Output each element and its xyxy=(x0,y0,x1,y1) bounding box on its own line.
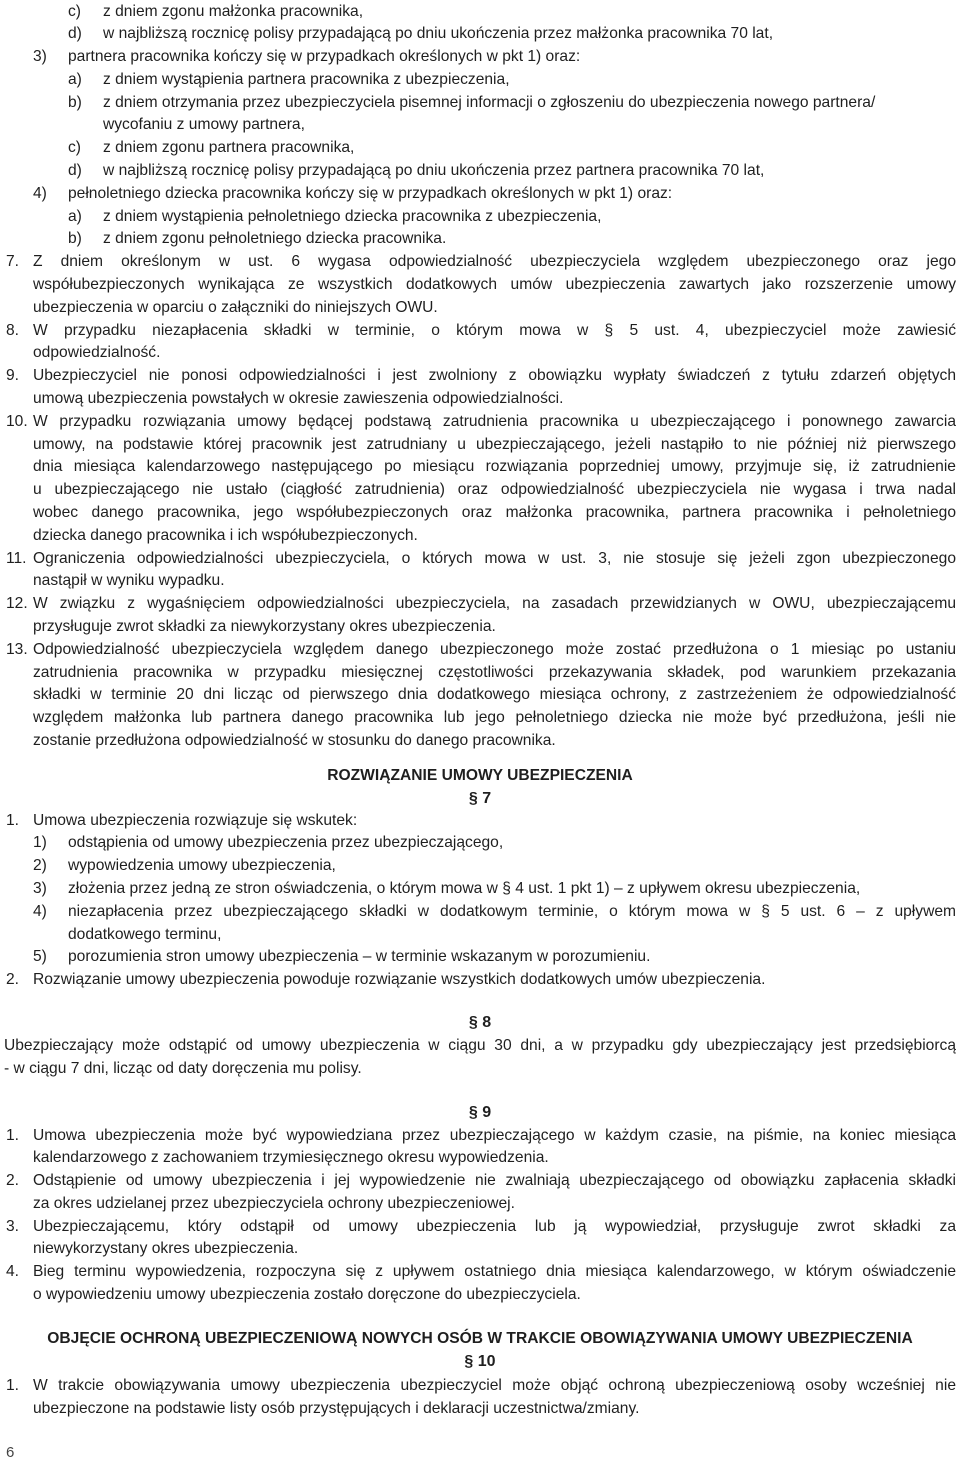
line-text: Rozwiązanie umowy ubezpieczenia powoduje rozwiązanie wszystkich dodatkowych umów ubezpieczenia. xyxy=(33,971,766,988)
line-text: W przypadku rozwiązania umowy będącej podstawą zatrudnienia pracownika u ubezpieczającego i ponownego zawarcia xyxy=(33,413,956,430)
text-line xyxy=(0,296,960,319)
line-text: Ubezpieczający może odstąpić od umowy ubezpieczenia w ciągu 30 dni, a w przypadku gdy ubezpieczający jest przedsiębiorcą xyxy=(4,1037,956,1054)
text-line xyxy=(0,182,960,205)
list-marker: 4. xyxy=(6,1263,20,1280)
line-text: przysługuje zwrot składki za niewykorzystany okres ubezpieczenia. xyxy=(33,618,496,635)
text-line xyxy=(0,1283,960,1306)
list-marker: 2. xyxy=(6,971,20,988)
text-line xyxy=(0,455,960,478)
text-line xyxy=(0,501,960,524)
text-line xyxy=(0,968,960,991)
list-marker: b) xyxy=(68,94,82,111)
text-line xyxy=(0,45,960,68)
text-line xyxy=(0,68,960,91)
line-text: w najbliższą rocznicę polisy przypadającą po dniu ukończenia przez małżonka pracownika 70 lat, xyxy=(103,25,774,42)
list-marker: 3) xyxy=(33,880,47,897)
text-line xyxy=(0,945,960,968)
text-line xyxy=(0,569,960,592)
line-text: umowy, na podstawie której pracownik jest zatrudniany u ubezpieczającego, jeżeli nastąpiło to nie później niż pierwszego xyxy=(33,436,956,453)
line-text: dnia miesiąca kalendarzowego następującego po miesiącu rozwiązania poprzedniej umowy, przyjmuje się, iż zatrudnienie xyxy=(33,458,956,475)
list-marker: 2) xyxy=(33,857,47,874)
list-marker: a) xyxy=(68,71,82,88)
line-text: z dniem zgonu partnera pracownika, xyxy=(103,139,355,156)
text-line xyxy=(0,900,960,923)
line-text: wypowiedzenia umowy ubezpieczenia, xyxy=(68,857,336,874)
line-text: w najbliższą rocznicę polisy przypadającą po dniu ukończenia przez partnera pracownika 70 lat, xyxy=(103,162,765,179)
list-marker: 13. xyxy=(6,641,28,658)
line-text: z dniem otrzymania przez ubezpieczyciela pisemnej informacji o zgłoszeniu do ubezpieczenia nowego partnera/ xyxy=(103,94,876,111)
text-line xyxy=(0,524,960,547)
line-text: względem małżonka lub partnera danego pracownika lub jego pełnoletniego dziecka nie może być przedłużona, jeśli nie xyxy=(33,709,956,726)
text-line xyxy=(0,341,960,364)
text-line xyxy=(0,250,960,273)
text-line xyxy=(0,227,960,250)
list-marker: 10. xyxy=(6,413,28,430)
text-line xyxy=(0,615,960,638)
list-marker: 2. xyxy=(6,1172,20,1189)
line-text: o wypowiedzeniu umowy ubezpieczenia zostało doręczone do ubezpieczyciela. xyxy=(33,1286,581,1303)
list-marker: 1. xyxy=(6,1377,20,1394)
text-line xyxy=(0,0,960,23)
line-text: wobec danego pracownika, jego współubezpieczonych oraz małżonka pracownika, partnera pracownika i pełnoletniego xyxy=(33,504,956,521)
list-marker: b) xyxy=(68,230,82,247)
list-marker: c) xyxy=(68,139,81,156)
text-line xyxy=(0,547,960,570)
text-line xyxy=(0,364,960,387)
text-line xyxy=(0,706,960,729)
list-marker: d) xyxy=(68,25,82,42)
list-marker: 7. xyxy=(6,253,20,270)
line-text: umową ubezpieczenia powstałych w okresie zawieszenia odpowiedzialności. xyxy=(33,390,564,407)
text-line xyxy=(0,1146,960,1169)
list-marker: c) xyxy=(68,3,81,20)
text-line xyxy=(0,854,960,877)
list-marker: a) xyxy=(68,208,82,225)
list-marker: 3. xyxy=(6,1218,20,1235)
line-text: z dniem zgonu małżonka pracownika, xyxy=(103,3,364,20)
line-text: Bieg terminu wypowiedzenia, rozpoczyna się z upływem ostatniego dnia miesiąca kalendarzowego, w którym oświadczenie xyxy=(33,1263,956,1280)
list-marker: 9. xyxy=(6,367,20,384)
line-text: Ograniczenia odpowiedzialności ubezpieczyciela, o których mowa w ust. 3, nie stosuje się jeżeli zgon ubezpieczonego xyxy=(33,550,956,567)
text-line xyxy=(0,478,960,501)
list-marker: 4) xyxy=(33,185,47,202)
paragraph-mark: § 10 xyxy=(464,1353,496,1370)
line-text: Ubezpieczającemu, który odstąpił od umowy ubezpieczenia lub ją wypowiedział, przysługuje zwrot składki za xyxy=(33,1218,956,1235)
line-text: dodatkowego terminu, xyxy=(68,926,222,943)
list-marker: d) xyxy=(68,162,82,179)
text-line xyxy=(0,1192,960,1215)
paragraph-mark: § 9 xyxy=(468,1104,492,1121)
text-line xyxy=(0,1237,960,1260)
text-line xyxy=(0,205,960,228)
line-text: W trakcie obowiązywania umowy ubezpieczenia ubezpieczyciel może objąć ochroną ubezpieczeniową osoby wcześniej nie xyxy=(33,1377,956,1394)
text-line xyxy=(0,683,960,706)
line-text: z dniem zgonu pełnoletniego dziecka pracownika. xyxy=(103,230,447,247)
text-line xyxy=(0,1374,960,1397)
text-line xyxy=(0,136,960,159)
line-text: z dniem wystąpienia partnera pracownika z ubezpieczenia, xyxy=(103,71,510,88)
list-marker: 1. xyxy=(6,812,20,829)
text-line xyxy=(0,1397,960,1420)
list-marker: 11. xyxy=(6,550,27,567)
section-heading: ROZWIĄZANIE UMOWY UBEZPIECZENIA xyxy=(327,767,633,784)
line-text: z dniem wystąpienia pełnoletniego dziecka pracownika z ubezpieczenia, xyxy=(103,208,602,225)
line-text: ubezpieczenia w oparciu o załączniki do niniejszych OWU. xyxy=(33,299,438,316)
text-line xyxy=(0,113,960,136)
line-text: ubezpieczone na podstawie listy osób przystępujących i deklaracji uczestnictwa/zmiany. xyxy=(33,1400,640,1417)
line-text: nastąpił w wyniku wypadku. xyxy=(33,572,225,589)
line-text: współubezpieczonych wynikająca ze wszystkich dodatkowych umów ubezpieczenia zawartych jako rozszerzenie umowy xyxy=(33,276,956,293)
text-line xyxy=(0,877,960,900)
text-line xyxy=(0,1124,960,1147)
paragraph-mark: § 7 xyxy=(468,790,492,807)
line-text: niewykorzystany okres ubezpieczenia. xyxy=(33,1240,299,1257)
list-marker: 1. xyxy=(6,1127,20,1144)
text-line xyxy=(0,1169,960,1192)
list-marker: 8. xyxy=(6,322,20,339)
text-line xyxy=(0,273,960,296)
text-line xyxy=(0,1215,960,1238)
text-line xyxy=(0,410,960,433)
line-text: Odpowiedzialność ubezpieczyciela względem danego ubezpieczonego może zostać przedłużona o 1 miesiąc po ustaniu xyxy=(33,641,956,658)
text-line xyxy=(0,592,960,615)
text-line xyxy=(0,22,960,45)
text-line xyxy=(0,159,960,182)
line-text: W związku z wygaśnięciem odpowiedzialności ubezpieczyciela, na zasadach przewidzianych w OWU, ubezpieczającemu xyxy=(33,595,956,612)
line-text: Umowa ubezpieczenia rozwiązuje się wskutek: xyxy=(33,812,358,829)
line-text: za okres udzielanej przez ubezpieczyciela ochrony ubezpieczeniowej. xyxy=(33,1195,515,1212)
line-text: W przypadku niezapłacenia składki w terminie, o którym mowa w § 5 ust. 4, ubezpieczyciel może zawiesić xyxy=(33,322,956,339)
list-marker: 5) xyxy=(33,948,47,965)
page-number: 6 xyxy=(6,1444,15,1461)
text-line xyxy=(0,433,960,456)
text-line xyxy=(0,729,960,752)
line-text: porozumienia stron umowy ubezpieczenia – w terminie wskazanym w porozumieniu. xyxy=(68,948,651,965)
text-line xyxy=(0,923,960,946)
list-marker: 3) xyxy=(33,48,47,65)
line-text: odpowiedzialność. xyxy=(33,344,161,361)
text-line xyxy=(0,387,960,410)
section-heading: OBJĘCIE OCHRONĄ UBEZPIECZENIOWĄ NOWYCH OSÓB W TRAKCIE OBOWIĄZYWANIA UMOWY UBEZPIECZENIA xyxy=(47,1330,913,1347)
line-text: Odstąpienie od umowy ubezpieczenia i jej wypowiedzenie nie zwalniają ubezpieczającego od obowiązku zapłacenia składki xyxy=(33,1172,956,1189)
text-line xyxy=(0,1034,960,1057)
line-text: wycofaniu z umowy partnera, xyxy=(103,116,305,133)
list-marker: 12. xyxy=(6,595,28,612)
text-line xyxy=(0,661,960,684)
text-line xyxy=(0,1260,960,1283)
line-text: Z dniem określonym w ust. 6 wygasa odpowiedzialność ubezpieczyciela względem ubezpieczonego oraz jego xyxy=(33,253,956,270)
list-marker: 4) xyxy=(33,903,47,920)
line-text: odstąpienia od umowy ubezpieczenia przez ubezpieczającego, xyxy=(68,834,504,851)
line-text: u ubezpieczającego nie ustało (ciągłość zatrudnienia) oraz odpowiedzialność ubezpieczyciela nie wygasa i trwa nadal xyxy=(33,481,956,498)
line-text: niezapłacenia przez ubezpieczającego składki w dodatkowym terminie, o którym mowa w § 5 ust. 6 – z upływem xyxy=(68,903,956,920)
line-text: zostanie przedłużona odpowiedzialność w stosunku do danego pracownika. xyxy=(33,732,556,749)
line-text: składki w terminie 20 dni licząc od pierwszego dnia dodatkowego miesiąca ochrony, z zastrzeżeniem że odpowiedzialność xyxy=(33,686,956,703)
line-text: partnera pracownika kończy się w przypadkach określonych w pkt 1) oraz: xyxy=(68,48,581,65)
paragraph-mark: § 8 xyxy=(468,1014,492,1031)
line-text: złożenia przez jedną ze stron oświadczenia, o którym mowa w § 4 ust. 1 pkt 1) – z upływem okresu ubezpieczenia, xyxy=(68,880,861,897)
line-text: Umowa ubezpieczenia może być wypowiedziana przez ubezpieczającego w każdym czasie, na piśmie, na koniec miesiąca xyxy=(33,1127,956,1144)
line-text: Ubezpieczyciel nie ponosi odpowiedzialności i jest zwolniony z obowiązku wypłaty świadczeń z tytułu zdarzeń objętych xyxy=(33,367,956,384)
text-line xyxy=(0,91,960,114)
text-line xyxy=(0,809,960,832)
line-text: dziecka danego pracownika i ich współubezpieczonych. xyxy=(33,527,418,544)
line-text: - w ciągu 7 dni, licząc od daty doręczenia mu polisy. xyxy=(4,1060,362,1077)
list-marker: 1) xyxy=(33,834,47,851)
text-line xyxy=(0,1057,960,1080)
text-line xyxy=(0,831,960,854)
text-line xyxy=(0,319,960,342)
text-line xyxy=(0,638,960,661)
line-text: pełnoletniego dziecka pracownika kończy się w przypadkach określonych w pkt 1) oraz: xyxy=(68,185,673,202)
line-text: zatrudnienia pracownika w przypadku miesięcznej częstotliwości przekazywania składek, pod warunkiem przekazania xyxy=(33,664,956,681)
line-text: kalendarzowego z zachowaniem trzymiesięcznego okresu wypowiedzenia. xyxy=(33,1149,549,1166)
